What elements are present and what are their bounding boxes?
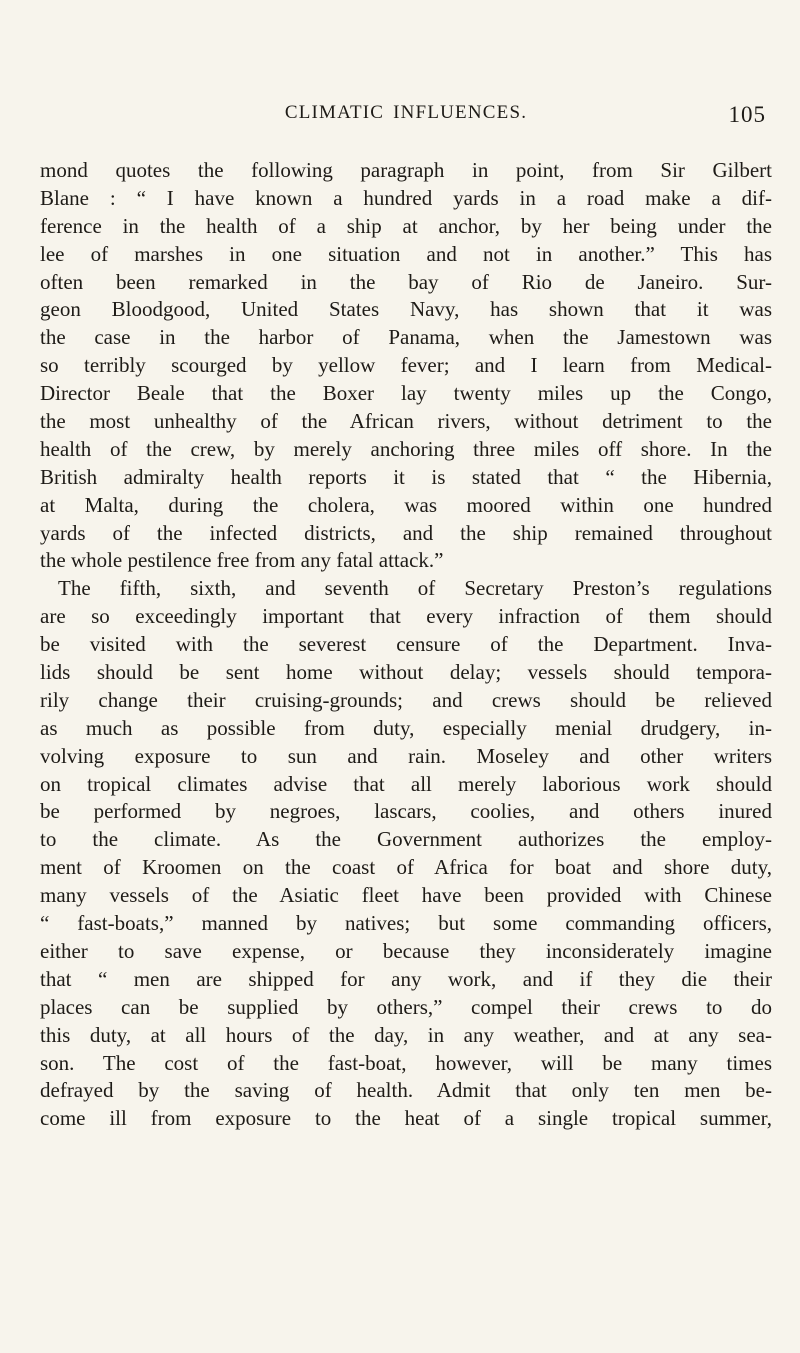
- text-line: Blane : “ I have known a hundred yards in a road make a dif-: [40, 185, 772, 210]
- page-number: 105: [728, 102, 766, 127]
- running-head: [40, 92, 772, 132]
- text-line: The fifth, sixth, and seventh of Secretary Preston’s regulations: [58, 576, 772, 601]
- text-line: geon Bloodgood, United States Navy, has shown that it was: [40, 297, 772, 322]
- text-line: “ fast-boats,” manned by natives; but some commanding officers,: [40, 911, 772, 936]
- text-line: this duty, at all hours of the day, in any weather, and at any sea-: [40, 1022, 772, 1047]
- text-line: that “ men are shipped for any work, and if they die their: [40, 966, 772, 991]
- text-line: as much as possible from duty, especially menial drudgery, in-: [40, 715, 772, 740]
- text-line: places can be supplied by others,” compel their crews to do: [40, 994, 772, 1019]
- text-line: British admiralty health reports it is stated that “ the Hibernia,: [40, 464, 772, 489]
- text-line: many vessels of the Asiatic fleet have been provided with Chinese: [40, 883, 772, 908]
- text-line: the most unhealthy of the African rivers, without detriment to the: [40, 409, 772, 434]
- text-line: on tropical climates advise that all merely laborious work should: [40, 771, 772, 796]
- text-line: either to save expense, or because they inconsiderately imagine: [40, 938, 772, 963]
- text-line: Director Beale that the Boxer lay twenty miles up the Congo,: [40, 381, 772, 406]
- text-line: health of the crew, by merely anchoring three miles off shore. In the: [40, 436, 772, 461]
- text-line: to the climate. As the Government authorizes the employ-: [40, 827, 772, 852]
- text-line: are so exceedingly important that every infraction of them should: [40, 604, 772, 629]
- text-line: volving exposure to sun and rain. Moseley and other writers: [40, 743, 772, 768]
- body-text: [40, 157, 772, 1133]
- text-line: lids should be sent home without delay; vessels should tempora-: [40, 660, 772, 685]
- text-line: ference in the health of a ship at anchor, by her being under the: [40, 213, 772, 238]
- text-line: be visited with the severest censure of the Department. Inva-: [40, 632, 772, 657]
- text-line: often been remarked in the bay of Rio de Janeiro. Sur-: [40, 269, 772, 294]
- text-line: defrayed by the saving of health. Admit that only ten men be-: [40, 1078, 772, 1103]
- text-line: the case in the harbor of Panama, when the Jamestown was: [40, 325, 772, 350]
- text-line: be performed by negroes, lascars, coolies, and others inured: [40, 799, 772, 824]
- text-line: yards of the infected districts, and the ship remained throughout: [40, 520, 772, 545]
- running-title: CLIMATIC INFLUENCES.: [284, 102, 528, 123]
- text-line: lee of marshes in one situation and not in another.” This has: [40, 241, 772, 266]
- text-line: come ill from exposure to the heat of a single tropical summer,: [40, 1106, 772, 1131]
- text-line: ment of Kroomen on the coast of Africa for boat and shore duty,: [40, 855, 772, 880]
- text-line: mond quotes the following paragraph in point, from Sir Gilbert: [40, 158, 772, 182]
- text-line: rily change their cruising-grounds; and crews should be relieved: [40, 687, 772, 712]
- text-line: so terribly scourged by yellow fever; and I learn from Medical-: [40, 353, 772, 378]
- text-line: the whole pestilence free from any fatal attack.”: [40, 548, 444, 573]
- text-line: son. The cost of the fast-boat, however, will be many times: [40, 1050, 772, 1075]
- text-line: at Malta, during the cholera, was moored within one hundred: [40, 492, 772, 517]
